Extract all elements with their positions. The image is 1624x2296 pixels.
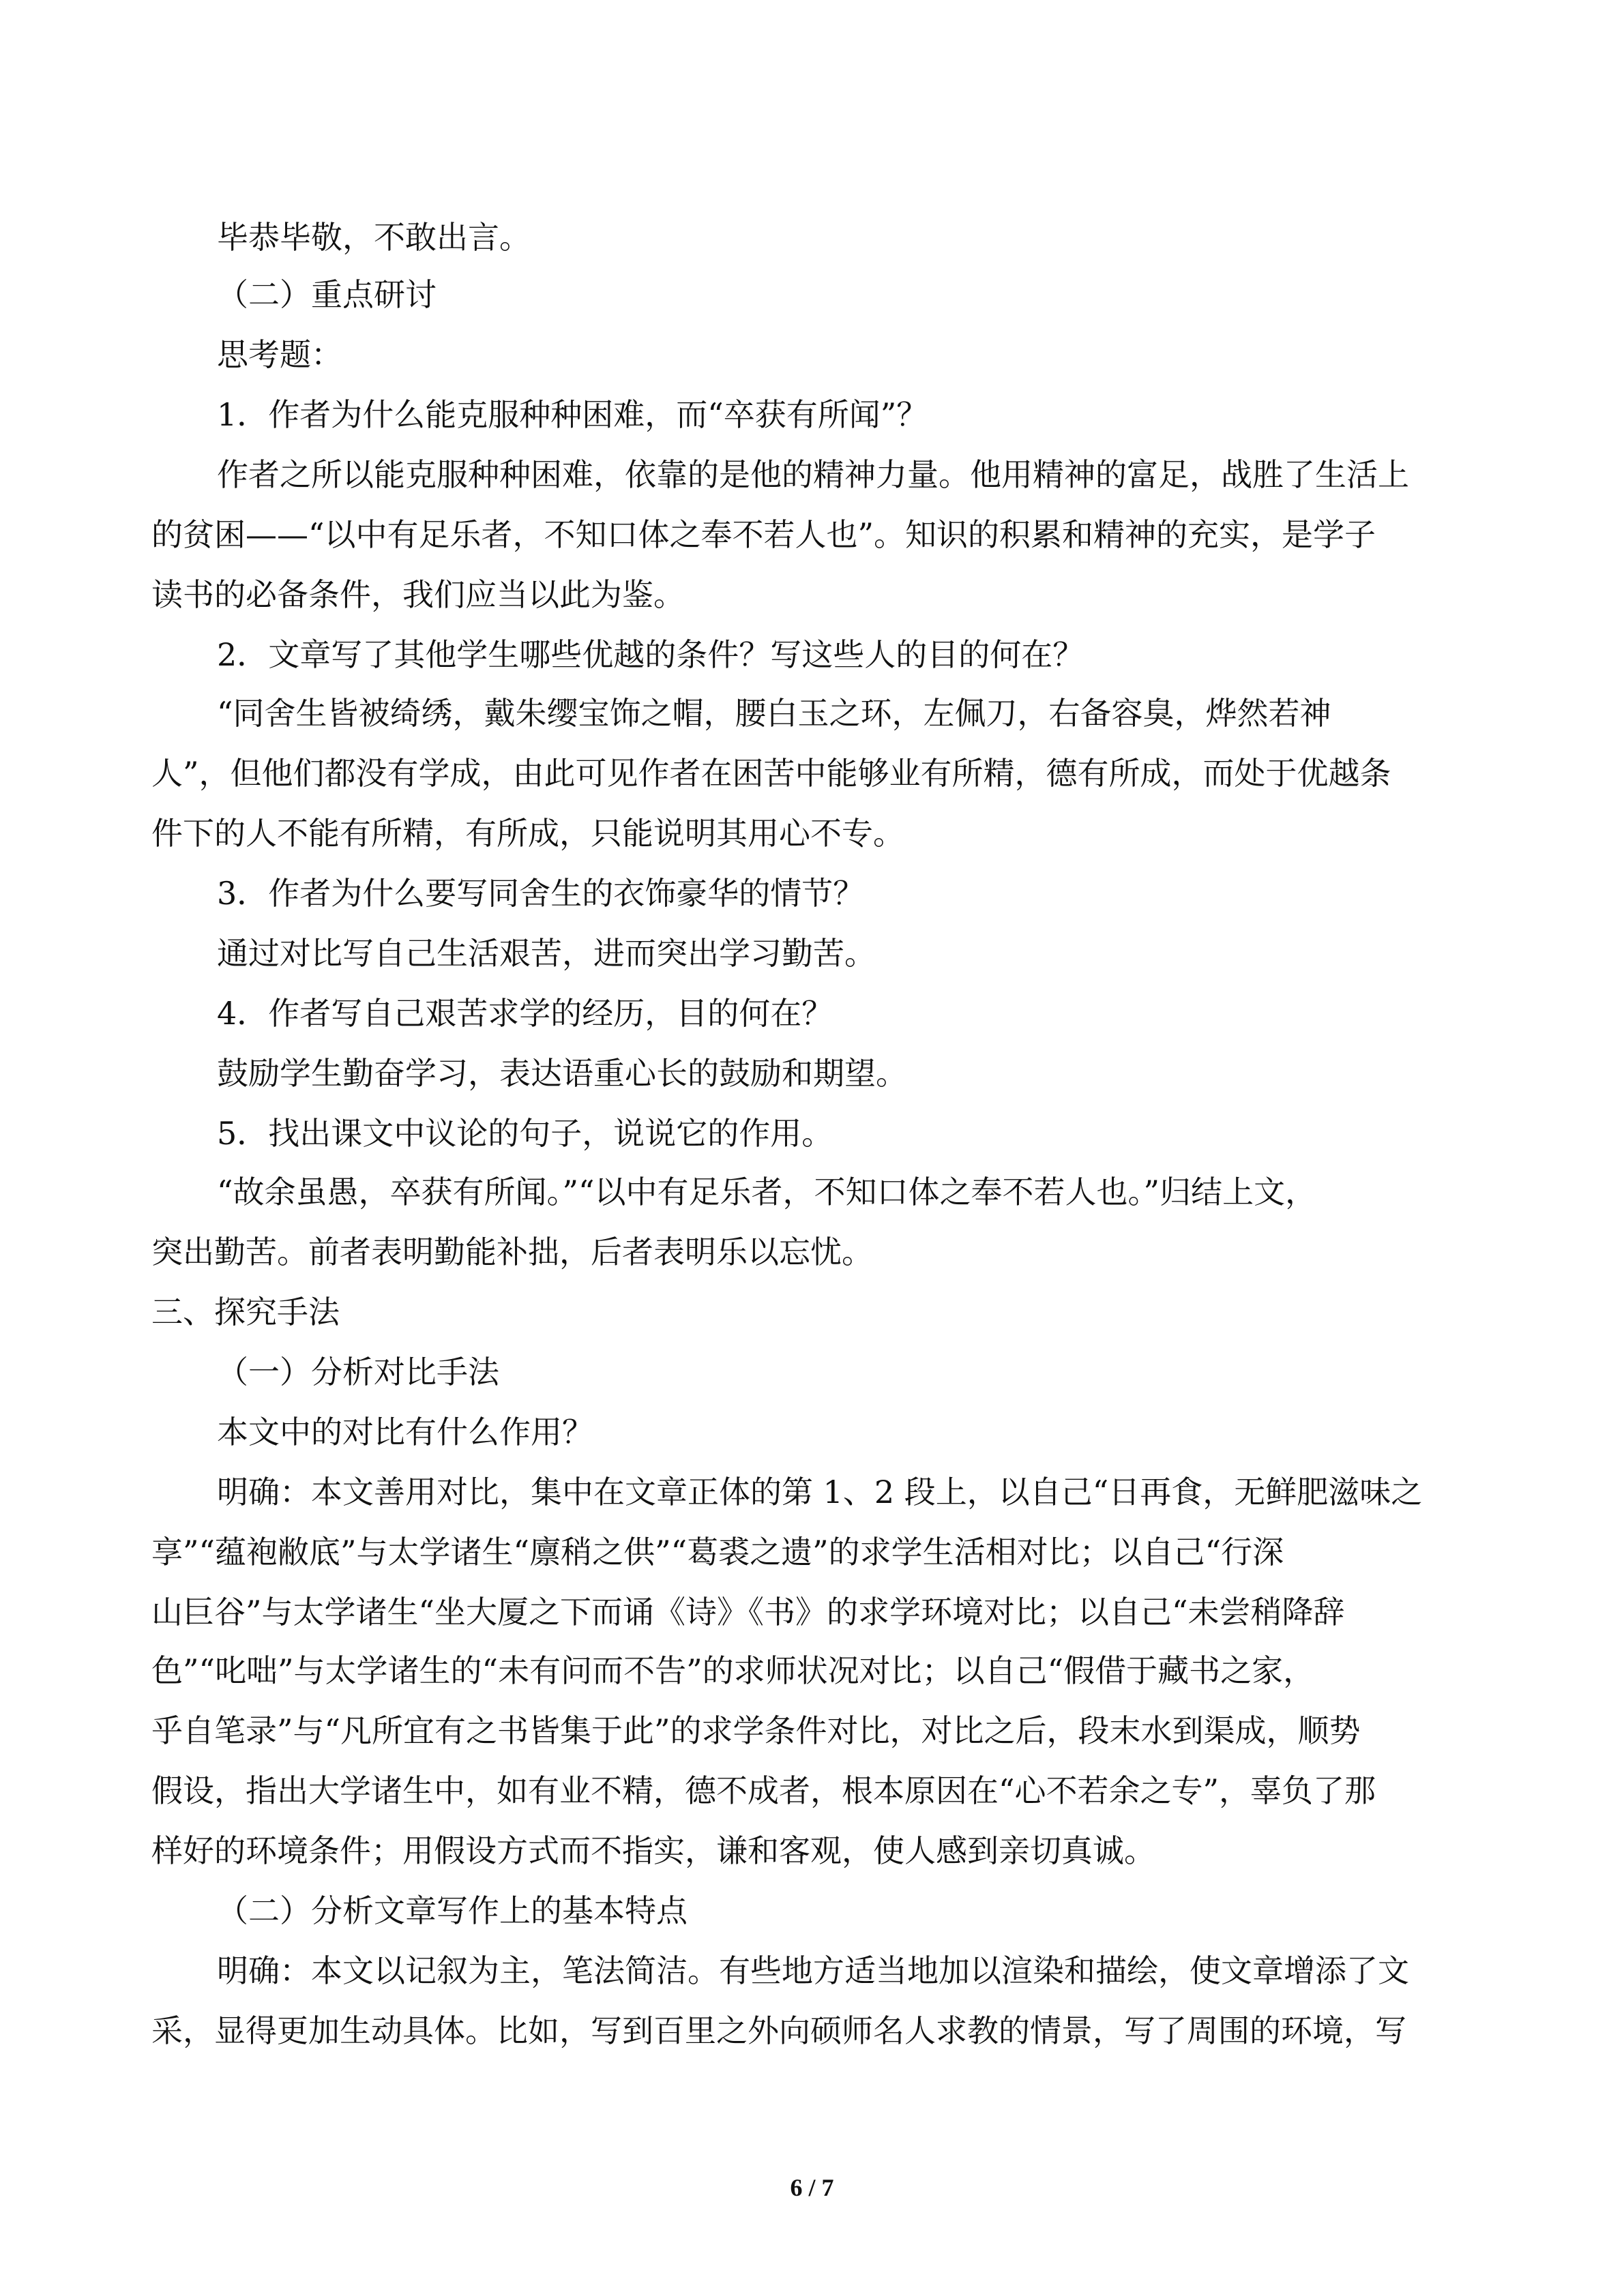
paragraph-line: “同舍生皆被绮绣，戴朱缨宝饰之帽，腰白玉之环，左佩刀，右备容臭，烨然若神 [217, 695, 1331, 732]
paragraph-line: 的贫困——“以中有足乐者，不知口体之奉不若人也”。知识的积累和精神的充实，是学子 [151, 516, 1376, 553]
paragraph-line: 通过对比写自己生活艰苦，进而突出学习勤苦。 [217, 935, 876, 972]
paragraph-line: 享”“蕴袍敝底”与太学诸生“廪稍之供”“葛裘之遗”的求学生活相对比；以自己“行深 [151, 1534, 1284, 1570]
paragraph-line: 作者之所以能克服种种困难，依靠的是他的精神力量。他用精神的富足，战胜了生活上 [217, 456, 1409, 493]
question-line: 2．文章写了其他学生哪些优越的条件？写这些人的目的何在？ [217, 636, 1084, 673]
question-line: 3．作者为什么要写同舍生的衣饰豪华的情节？ [217, 875, 865, 912]
paragraph-line: 采，显得更加生动具体。比如，写到百里之外向硕师名人求教的情景，写了周围的环境，写 [151, 2012, 1406, 2049]
paragraph-line: 件下的人不能有所精，有所成，只能说明其用心不专。 [151, 815, 904, 852]
paragraph-line: 色”“叱咄”与太学诸生的“未有问而不告”的求师状况对比；以自己“假借于藏书之家， [151, 1652, 1315, 1689]
paragraph-line: 乎自笔录”与“凡所宜有之书皆集于此”的求学条件对比，对比之后，段末水到渠成，顺势 [151, 1712, 1361, 1749]
section-heading: （一）分析对比手法 [217, 1354, 499, 1390]
paragraph-line: 山巨谷”与太学诸生“坐大厦之下而诵《诗》《书》的求学环境对比；以自己“未尝稍降辞 [151, 1594, 1345, 1630]
paragraph-line: 本文中的对比有什么作用？ [217, 1414, 593, 1450]
paragraph-line: “故余虽愚，卒获有所闻。”“以中有足乐者，不知口体之奉不若人也。”归结上文， [217, 1174, 1317, 1210]
question-line: 1．作者为什么能克服种种困难，而“卒获有所闻”？ [217, 396, 928, 433]
question-line: 5．找出课文中议论的句子，说说它的作用。 [217, 1115, 833, 1152]
section-heading: （二）重点研讨 [217, 276, 437, 313]
paragraph-line: 鼓励学生勤奋学习，表达语重心长的鼓励和期望。 [217, 1055, 907, 1092]
paragraph-line: 样好的环境条件；用假设方式而不指实，谦和客观，使人感到亲切真诚。 [151, 1832, 1155, 1869]
paragraph-line: 明确：本文以记叙为主，笔法简洁。有些地方适当地加以渲染和描绘，使文章增添了文 [217, 1952, 1409, 1989]
paragraph-line: 突出勤苦。前者表明勤能补拙，后者表明乐以忘忧。 [151, 1234, 873, 1270]
paragraph-line: 思考题： [217, 336, 342, 373]
paragraph-line: 人”，但他们都没有学成，由此可见作者在困苦中能够业有所精，德有所成，而处于优越条 [151, 755, 1391, 792]
paragraph-line: 明确：本文善用对比，集中在文章正体的第 1、2 段上，以自己“日再食，无鲜肥滋味之 [217, 1474, 1423, 1510]
section-heading: 三、探究手法 [151, 1294, 340, 1330]
section-heading: （二）分析文章写作上的基本特点 [217, 1892, 688, 1929]
question-line: 4．作者写自己艰苦求学的经历，目的何在？ [217, 995, 833, 1032]
paragraph-line: 假设，指出大学诸生中，如有业不精，德不成者，根本原因在“心不若余之专”，辜负了那 [151, 1772, 1376, 1809]
paragraph-line: 读书的必备条件，我们应当以此为鉴。 [151, 576, 685, 613]
paragraph-line: 毕恭毕敬，不敢出言。 [217, 219, 531, 256]
page-number: 6 / 7 [790, 2174, 834, 2201]
